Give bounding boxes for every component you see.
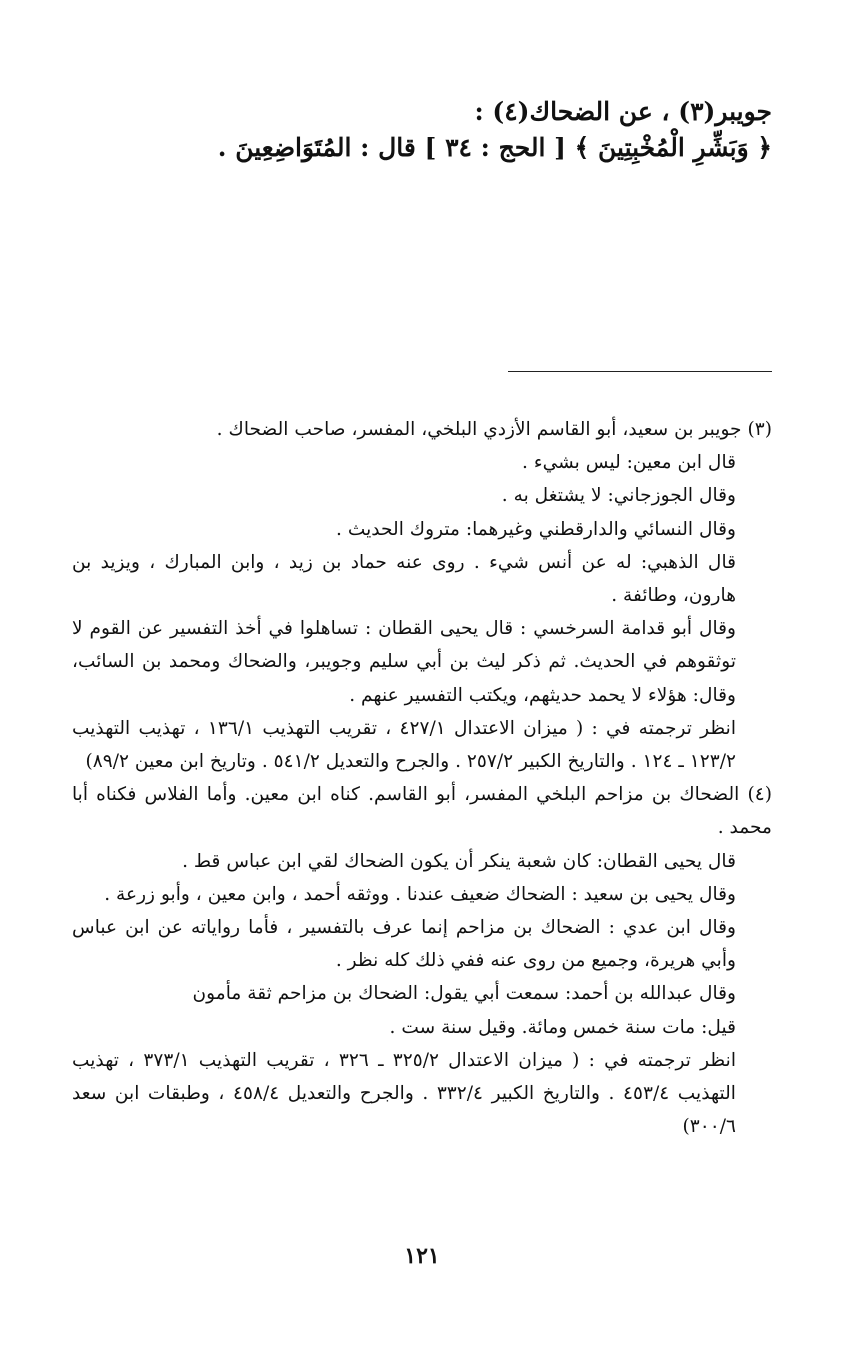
main-text-line-1: جويبر(٣) ، عن الضحاك(٤) : [474,97,772,126]
footnote-3-paragraph: قال الذهبي: له عن أنس شيء . روى عنه حماد بن زيد ، وابن المبارك ، ويزيد بن هارون، وطائفة . [72,551,736,607]
footnote-separator-rule [508,371,772,372]
footnote-3 [72,413,772,778]
footnote-4-heading: (٤) الضحاك بن مزاحم البلخي المفسر، أبو القاسم. كناه ابن معين. وأما الفلاس فكناه أبا محمد . [72,784,772,839]
footnote-4-paragraph: وقال يحيى بن سعيد : الضحاك ضعيف عندنا . ووثقه أحمد ، وابن معين ، وأبو زرعة . [104,883,736,905]
footnote-3-heading: (٣) جويبر بن سعيد، أبو القاسم الأزدي البلخي، المفسر، صاحب الضحاك . [216,419,772,440]
main-text-line-2-quran-verse: ﴿ وَبَشِّرِ الْمُخْبِتِينَ ﴾ [ الحج : ٣٤ ] قال : المُتَوَاضِعِينَ . [217,133,772,162]
footnote-4-paragraph: وقال ابن عدي : الضحاك بن مزاحم إنما عرف بالتفسير ، فأما رواياته عن ابن عباس وأبي هريرة، وجميع من روى عنه ففي ذلك كله نظر . [72,917,736,972]
footnote-4 [72,778,772,1143]
footnote-3-paragraph: وقال أبو قدامة السرخسي : قال يحيى القطان : تساهلوا في أخذ التفسير عن القوم لا توثقوهم في الحديث. ثم ذكر ليث بن أبي سليم وجويبر، والضحاك ومحمد بن السائب، وقال: هؤلاء لا يحمد حديثهم، ويكتب التفسير عنهم . [72,618,736,706]
footnote-4-paragraph: وقال عبدالله بن أحمد: سمعت أبي يقول: الضحاك بن مزاحم ثقة مأمون [192,983,736,1005]
footnote-4-paragraph: قال يحيى القطان: كان شعبة ينكر أن يكون الضحاك لقي ابن عباس قط . [182,850,736,872]
main-text-block [72,94,772,166]
footnote-4-references: انظر ترجمته في : ( ميزان الاعتدال ٣٢٥/٢ ـ ٣٢٦ ، تقريب التهذيب ٣٧٣/١ ، تهذيب التهذيب ٤٥٣/٤ . والتاريخ الكبير ٣٣٢/٤ . والجرح والتعديل ٤٥٨/٤ ، وطبقات ابن سعد ٣٠٠/٦) [72,1049,737,1138]
footnote-3-paragraph: وقال الجوزجاني: لا يشتغل به . [501,485,736,507]
footnote-3-paragraph: قال ابن معين: ليس بشيء . [522,452,736,474]
footnote-4-paragraph: قيل: مات سنة خمس ومائة. وقيل سنة ست . [389,1016,736,1038]
footnote-3-references: انظر ترجمته في : ( ميزان الاعتدال ٤٢٧/١ ، تقريب التهذيب ١٣٦/١ ، تهذيب التهذيب ١٢٣/٢ ـ ١٢٤ . والتاريخ الكبير ٢٥٧/٢ . والجرح والتعديل ٥٤١/٢ . وتاريخ ابن معين ٨٩/٢) [72,717,736,773]
footnotes-block [72,413,772,1143]
footnote-3-paragraph: وقال النسائي والدارقطني وغيرهما: متروك الحديث . [336,518,736,540]
page-number: ١٢١ [404,1243,440,1269]
